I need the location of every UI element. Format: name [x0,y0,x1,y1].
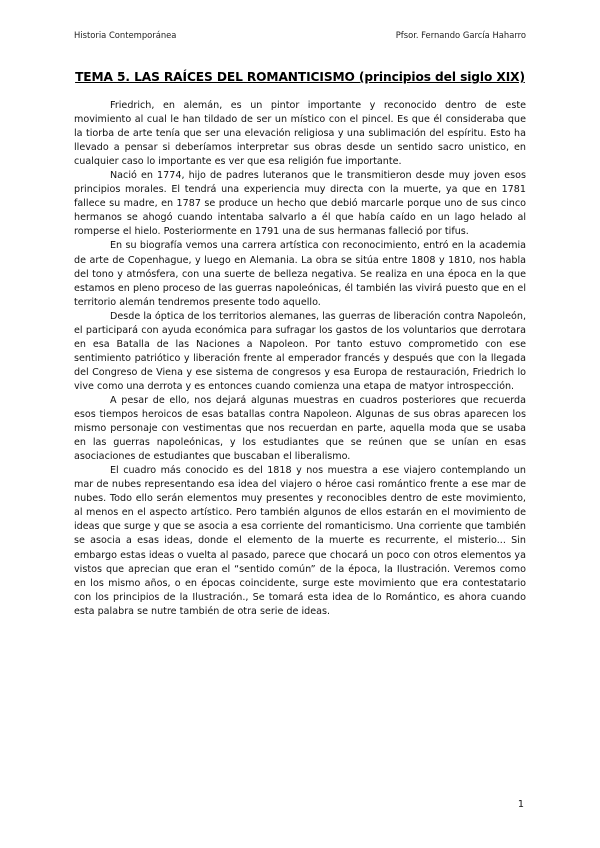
paragraph: Friedrich, en alemán, es un pintor importante y reconocido dentro de este movimiento al cual le han tildado de ser un místico con el pincel. Es que él consideraba que la tiorba de arte tenía que ser una elevación religiosa y una sublimación del espíritu. Esto ha llevado a pensar si deberíamos interpretar sus obras desde un sentido sacro unistico, en cualquier caso lo importante es ver que esa religión fue importante. [74,100,526,168]
paragraph: Nació en 1774, hijo de padres luteranos que le transmitieron desde muy joven esos principios morales. El tendrá una experiencia muy directa con la muerte, ya que en 1781 fallece su madre, en 1787 se produce un hecho que debió marcarle porque uno de sus cinco hermanos se ahogó cuando intentaba salvarlo a él que había caído en un lago helado al romperse el hielo. Posteriormente en 1791 una de sus hermanas falleció por tifus. [74,170,526,238]
page-header [74,30,526,40]
document-title: TEMA 5. LAS RAÍCES DEL ROMANTICISMO (principios del siglo XIX) [75,70,525,84]
paragraph: El cuadro más conocido es del 1818 y nos muestra a ese viajero contemplando un mar de nubes representando esa idea del viajero o héroe casi romántico frente a ese mar de nubes. Todo ello serán elementos muy presentes y reconocibles dentro de este movimiento, al menos en el aspecto artístico. Pero también algunos de ellos estarán en el movimiento de ideas que surge y que se asocia a esa corriente del romanticismo. Una corriente que también se asocia a esas ideas, donde el elemento de la muerte es recurrente, el misterio... Sin embargo estas ideas o vuelta al pasado, parece que chocará un poco con otros elementos ya vistos que aprecian que eran el “sentido común” de la época, la Ilustración. Veremos como en los mismo años, o en épocas coincidente, surge este movimiento que era contestatario con los principios de la Ilustración., Se tomará esta idea de lo Romántico, es ahora cuando esta palabra se nutre también de otra serie de ideas. [74,465,526,617]
paragraph: Desde la óptica de los territorios alemanes, las guerras de liberación contra Napoleón, el participará con ayuda económica para sufragar los gastos de los voluntarios que derrotara en esa Batalla de las Naciones a Napoleon. Por tanto estuvo comprometido con ese sentimiento patriótico y liberación frente al emperador francés y después que con la llegada del Congreso de Viena y ese sistema de congresos y esa Europa de restauración, Friedrich lo vive como una derrota y es entonces cuando comienza una etapa de matyor introspección. [74,310,526,392]
document-body [74,99,526,619]
page-number: 1 [517,799,524,810]
paragraph: En su biografía vemos una carrera artística con reconocimiento, entró en la academia de arte de Copenhague, y luego en Alemania. La obra se sitúa entre 1808 y 1810, nos habla del tono y atmósfera, con una suerte de belleza negativa. Se realiza en una época en la que estamos en pleno proceso de las guerras napoleónicas, él también las vivirá puesto que en el territorio alemán tendremos presente todo aquello. [74,240,526,308]
paragraph: A pesar de ello, nos dejará algunas muestras en cuadros posteriores que recuerda esos tiempos heroicos de esas batallas contra Napoleon. Algunas de sus obras aparecen los mismo personaje con vestimentas que nos recuerdan en parte, aquella moda que se usaba en las guerras napoleónicas, y los estudiantes que se reúnen que se unían en esas asociaciones de estudiantes que buscaban el liberalismo. [74,394,526,463]
header-professor: Pfsor. Fernando García Haharro [395,30,526,40]
header-course: Historia Contemporánea [74,30,177,40]
